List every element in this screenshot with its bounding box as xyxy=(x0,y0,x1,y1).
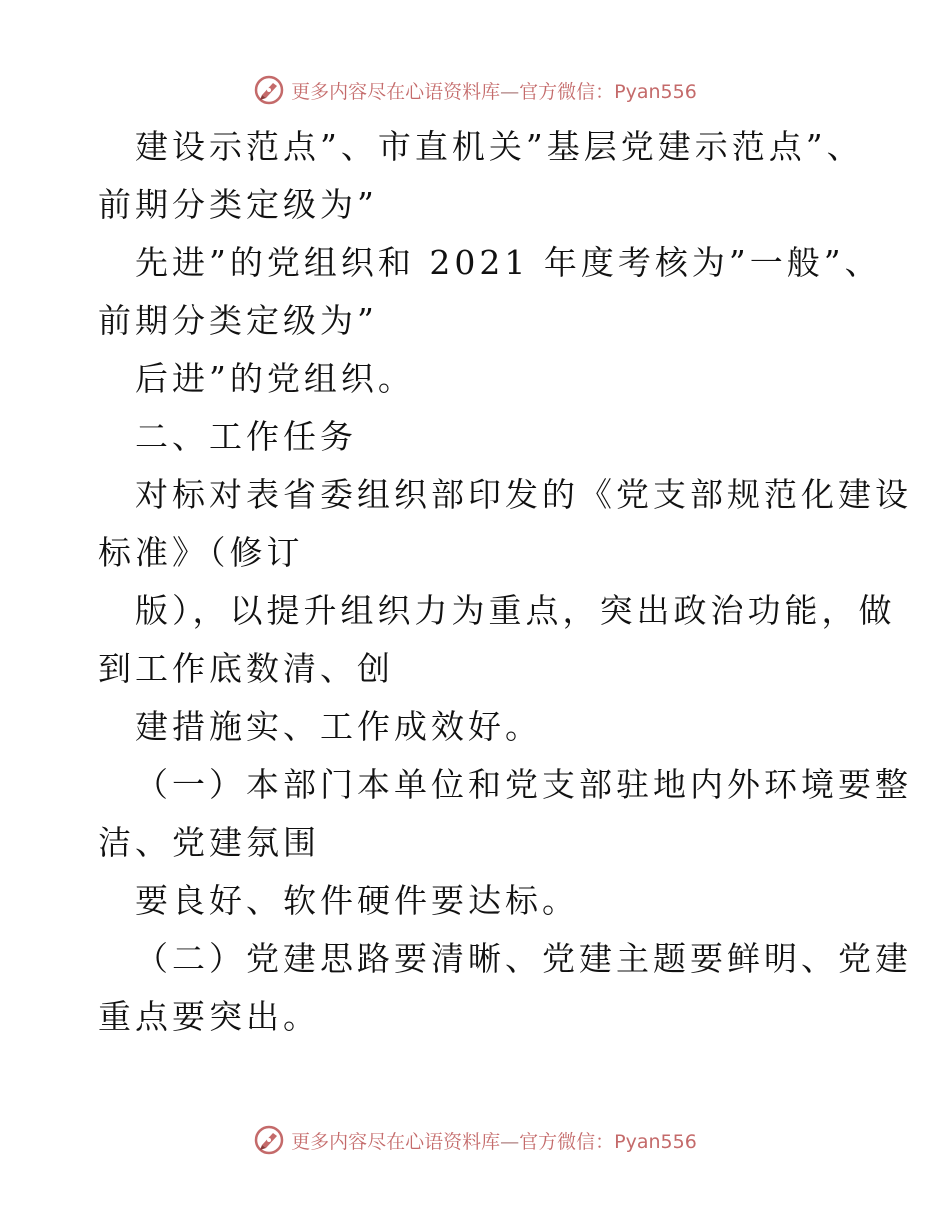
body-line: 后进”的党组织。 xyxy=(135,359,415,398)
body-line: 要良好、软件硬件要达标。 xyxy=(135,881,579,920)
pen-logo-icon xyxy=(253,1124,285,1156)
body-line: 对标对表省委组织部印发的《党支部规范化建设 xyxy=(135,475,912,514)
watermark-tail-text: 官方微信：Pyan556 xyxy=(519,1130,697,1153)
body-line: 重点要突出。 xyxy=(98,997,320,1036)
header-watermark xyxy=(0,70,950,110)
body-line: 前期分类定级为” xyxy=(98,185,378,224)
body-line: 前期分类定级为” xyxy=(98,301,378,340)
body-line: （一）本部门本单位和党支部驻地内外环境要整 xyxy=(135,765,912,804)
pen-logo-icon xyxy=(253,74,285,106)
body-line: 先进”的党组织和 2021 年度考核为”一般”、 xyxy=(135,243,882,282)
body-line: 版），以提升组织力为重点，突出政治功能，做 xyxy=(135,591,896,630)
body-line: 洁、党建氛围 xyxy=(98,823,320,862)
document-body xyxy=(98,118,912,1046)
watermark-main-text: 更多内容尽在心语资料库 xyxy=(291,80,501,103)
section-heading: 二、工作任务 xyxy=(135,417,357,456)
body-line: 建措施实、工作成效好。 xyxy=(135,707,542,746)
watermark-separator: — xyxy=(500,1130,520,1153)
watermark-separator: — xyxy=(500,80,520,103)
body-line: 建设示范点”、市直机关”基层党建示范点”、 xyxy=(135,127,864,166)
watermark-tail-text: 官方微信：Pyan556 xyxy=(519,80,697,103)
body-line: 到工作底数清、创 xyxy=(98,649,394,688)
footer-watermark xyxy=(0,1120,950,1160)
body-line: （二）党建思路要清晰、党建主题要鲜明、党建 xyxy=(135,939,912,978)
watermark-main-text: 更多内容尽在心语资料库 xyxy=(291,1130,501,1153)
body-line: 标准》（修订 xyxy=(98,533,304,572)
